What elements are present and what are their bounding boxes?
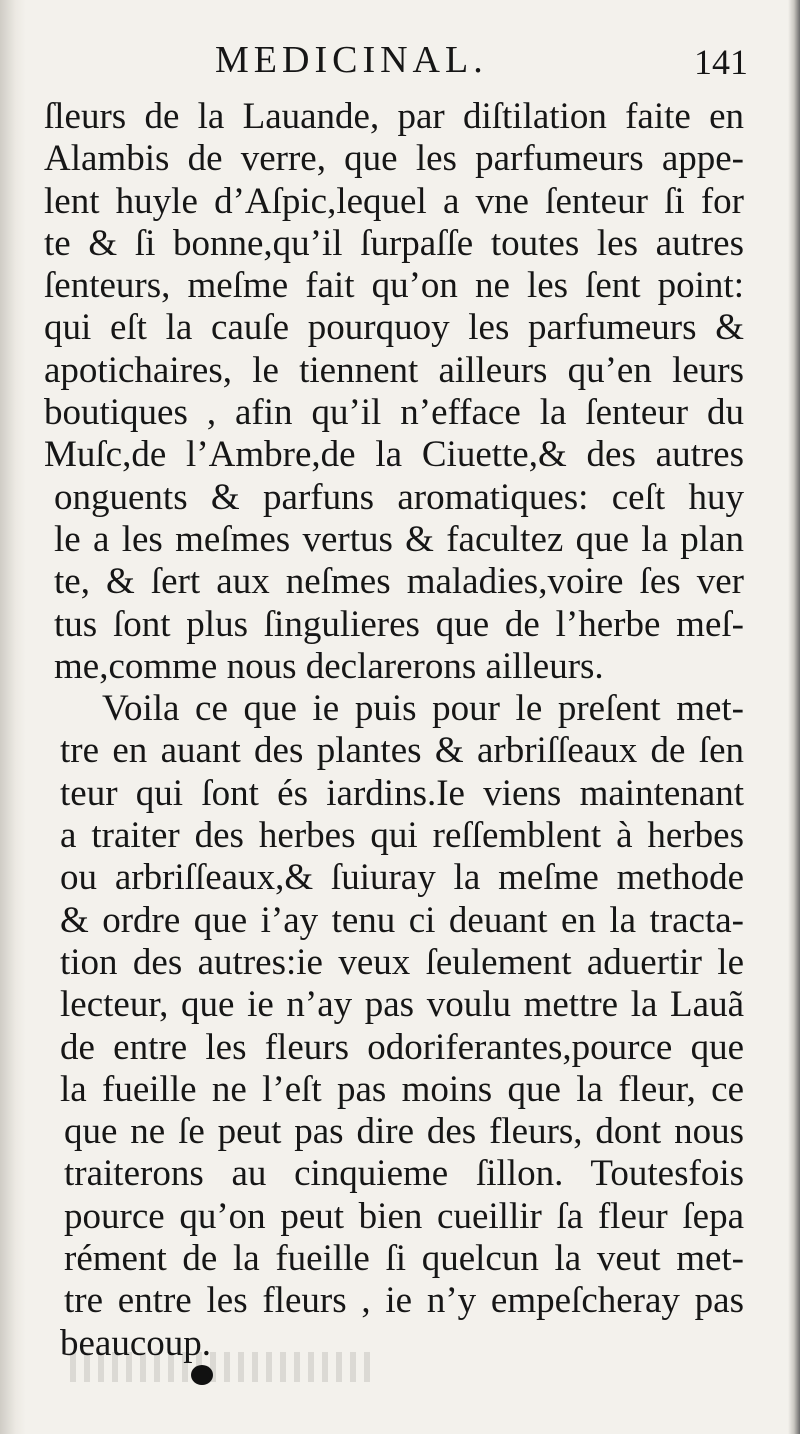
text-line: tre en auant des plantes & arbriſſeaux de ſen xyxy=(60,730,744,772)
text-line: onguents & parfuns aromatiques: ceſt huy xyxy=(54,476,744,518)
text-line: ſleurs de la Lauande, par diſtilation faite en xyxy=(44,96,744,137)
text-line: apotichaires, le tiennent ailleurs qu’en leurs xyxy=(44,349,744,391)
text-line: qui eſt la cauſe pourquoy les parfumeurs & xyxy=(44,307,744,349)
text-line: de entre les fleurs odoriferantes,pource que xyxy=(60,1026,744,1068)
paragraph-2 xyxy=(44,688,744,1365)
text-line: pource qu’on peut bien cueillir ſa fleur ſepa xyxy=(64,1195,744,1237)
text-line: Voila ce que ie puis pour le preſent met- xyxy=(102,688,744,730)
text-line: teur qui ſont és iardins.Ie viens maintenant xyxy=(60,772,744,814)
text-line: la fueille ne l’eſt pas moins que la fleur, ce xyxy=(60,1068,744,1110)
running-title: MEDICINAL. xyxy=(215,39,488,81)
text-line: te & ſi bonne,qu’il ſurpaſſe toutes les autres xyxy=(44,222,744,264)
text-line: me,comme nous declarerons ailleurs. xyxy=(54,645,604,687)
text-line: ſenteurs, meſme fait qu’on ne les ſent point: xyxy=(44,265,744,307)
show-through-smudge xyxy=(70,1352,370,1382)
text-line: Muſc,de l’Ambre,de la Ciuette,& des autres xyxy=(44,434,744,476)
text-line: lecteur, que ie n’ay pas voulu mettre la Lauã xyxy=(60,984,744,1026)
paragraph-1 xyxy=(44,96,744,688)
text-line: rément de la fueille ſi quelcun la veut met- xyxy=(64,1238,744,1280)
text-line: & ordre que i’ay tenu ci deuant en la tracta- xyxy=(60,899,744,941)
text-line: ou arbriſſeaux,& ſuiuray la meſme methode xyxy=(60,857,744,899)
text-line: te, & ſert aux neſmes maladies,voire ſes ver xyxy=(54,561,744,603)
text-line: tre entre les fleurs , ie n’y empeſcheray pas xyxy=(64,1280,744,1322)
text-line: tus ſont plus ſingulieres que de l’herbe meſ- xyxy=(54,603,744,645)
body-text xyxy=(44,96,744,1365)
text-line: a traiter des herbes qui reſſemblent à herbes xyxy=(60,815,744,857)
text-line: que ne ſe peut pas dire des fleurs, dont nous xyxy=(64,1111,744,1153)
text-line: beaucoup. xyxy=(60,1322,212,1364)
text-line: tion des autres:ie veux ſeulement aduertir le xyxy=(60,941,744,983)
page-number: 141 xyxy=(694,42,748,82)
text-line: boutiques , afin qu’il n’efface la ſenteur du xyxy=(44,392,744,434)
text-line: Alambis de verre, que les parfumeurs appe- xyxy=(44,138,744,180)
page-edge-shadow xyxy=(788,0,800,1434)
ink-blot xyxy=(191,1365,213,1385)
text-line: traiterons au cinquieme ſillon. Toutesfois xyxy=(64,1153,744,1195)
gutter-shadow xyxy=(0,0,26,1434)
text-line: le a les meſmes vertus & facultez que la plan xyxy=(54,518,744,560)
text-line: lent huyle d’Aſpic,lequel a vne ſenteur ſi for xyxy=(44,180,744,222)
